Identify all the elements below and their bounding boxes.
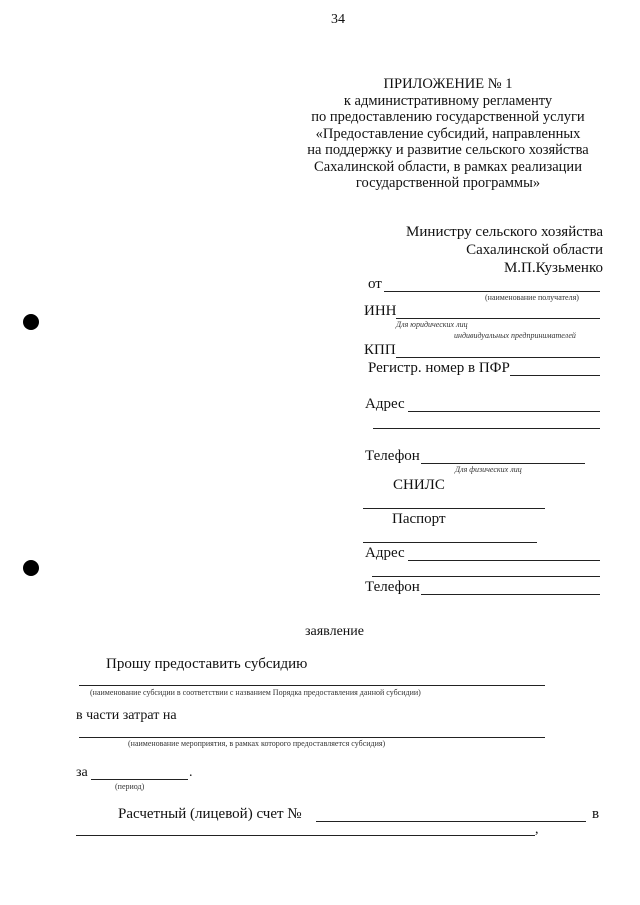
- end-comma: ,: [535, 822, 539, 837]
- phone-label: Телефон: [365, 448, 420, 464]
- request-text: Прошу предоставить субсидию: [106, 656, 308, 672]
- legal-entities-caption: Для юридических лиц: [396, 320, 468, 329]
- appendix-header: [268, 76, 628, 192]
- appendix-line: государственной программы»: [355, 175, 541, 191]
- period-caption: (период): [115, 782, 145, 791]
- subsidy-name-field[interactable]: [79, 685, 545, 686]
- costs-text: в части затрат на: [76, 708, 177, 723]
- appendix-title: ПРИЛОЖЕНИЕ № 1: [383, 76, 513, 92]
- recipient-name: М.П.Кузьменко: [503, 260, 603, 276]
- inn-field[interactable]: [396, 318, 600, 319]
- binder-hole-top: [23, 314, 39, 330]
- individuals-caption: Для физических лиц: [455, 465, 522, 474]
- phone2-field[interactable]: [421, 594, 600, 595]
- event-caption: (наименование мероприятия, в рамках которого предоставляется субсидия): [128, 739, 386, 748]
- snils-field[interactable]: [363, 508, 545, 509]
- from-label: от: [368, 276, 382, 292]
- pfr-label: Регистр. номер в ПФР: [368, 360, 510, 376]
- account-text: Расчетный (лицевой) счет №: [118, 806, 302, 822]
- phone-field[interactable]: [421, 463, 585, 464]
- passport-label: Паспорт: [392, 511, 446, 527]
- kpp-field[interactable]: [396, 357, 600, 358]
- period-label: за: [76, 765, 88, 780]
- subsidy-caption: (наименование субсидии в соответствии с названием Порядка предоставления данной субсидии): [90, 688, 421, 697]
- page-number: 34: [331, 12, 345, 27]
- period-dot: .: [189, 765, 193, 780]
- appendix-line: Сахалинской области, в рамках реализации: [314, 158, 582, 175]
- appendix-line: на поддержку и развитие сельского хозяйства: [307, 142, 589, 158]
- inn-label: ИНН: [364, 303, 397, 319]
- passport-field[interactable]: [363, 542, 537, 543]
- appendix-line: по предоставлению государственной услуги: [311, 109, 585, 125]
- event-name-field[interactable]: [79, 737, 545, 738]
- kpp-label: КПП: [364, 342, 396, 358]
- snils-label: СНИЛС: [393, 477, 445, 493]
- application-heading: заявление: [305, 624, 365, 639]
- recipient-line: Сахалинской области: [466, 242, 603, 258]
- account-number-field[interactable]: [316, 821, 586, 822]
- bank-name-field[interactable]: [76, 835, 535, 836]
- pfr-field[interactable]: [510, 375, 600, 376]
- appendix-line: к административному регламенту: [343, 92, 553, 109]
- recipient-line: Министру сельского хозяйства: [406, 224, 603, 240]
- from-caption: (наименование получателя): [485, 293, 579, 302]
- address-label: Адрес: [365, 396, 405, 412]
- account-suffix: в: [592, 806, 600, 822]
- period-field[interactable]: [91, 779, 188, 780]
- address2-field-continued[interactable]: [372, 576, 600, 577]
- phone2-label: Телефон: [365, 579, 420, 595]
- from-field[interactable]: [384, 291, 600, 292]
- address2-label: Адрес: [365, 545, 405, 561]
- recipient-block: [406, 223, 603, 277]
- address-field-continued[interactable]: [373, 428, 600, 429]
- appendix-line: «Предоставление субсидий, направленных: [315, 125, 581, 142]
- entrepreneurs-caption: индивидуальных предпринимателей: [454, 331, 576, 340]
- binder-hole-bottom: [23, 560, 39, 576]
- address2-field[interactable]: [408, 560, 600, 561]
- address-field[interactable]: [408, 411, 600, 412]
